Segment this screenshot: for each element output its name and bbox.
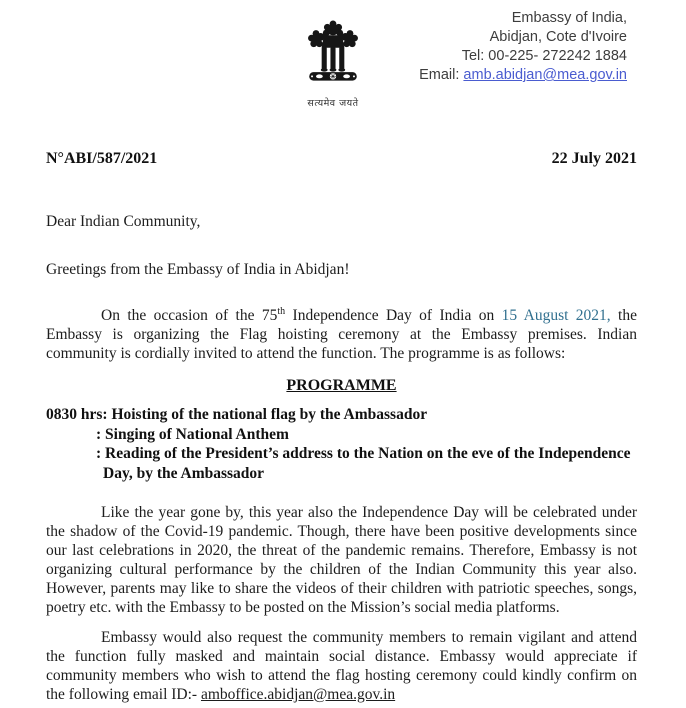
reference-row: [46, 150, 637, 168]
embassy-email-link[interactable]: amb.abidjan@mea.gov.in: [463, 67, 627, 83]
embassy-phone: Tel: 00-225- 272242 1884: [461, 48, 627, 64]
embassy-name: Embassy of India,: [511, 10, 627, 26]
intro-paragraph: [46, 306, 637, 363]
embassy-address: Abidjan, Cote d'Ivoire: [489, 29, 627, 45]
greeting-line: Greetings from the Embassy of India in Abidjan!: [46, 261, 350, 278]
email-label: Email:: [419, 67, 464, 83]
salutation: Dear Indian Community,: [46, 213, 201, 230]
programme-line: Day, by the Ambassador: [103, 464, 265, 482]
letter-header: [0, 0, 686, 150]
closing-text: Embassy would also request the community members to remain vigilant and attend the function fully masked and maintain social distance. Embassy would appreciate if community members who wish to attend the flag hosting ceremony could kindly confirm on the following email ID:-: [46, 629, 637, 703]
intro-text-a: On the occasion of the 75: [101, 307, 278, 324]
programme-heading: PROGRAMME: [286, 377, 397, 394]
confirmation-email-link[interactable]: amboffice.abidjan@mea.gov.in: [200, 686, 396, 703]
letter-date: 22 July 2021: [551, 150, 637, 167]
contact-block: [419, 9, 627, 85]
embassy-email-row: [419, 66, 627, 85]
ordinal-superscript: th: [277, 305, 286, 317]
programme-line: 0830 hrs: Hoisting of the national flag by the Ambassador: [46, 406, 428, 423]
emblem-motto: सत्यमेव जयते: [307, 98, 359, 109]
reference-number: N°ABI/587/2021: [46, 150, 158, 167]
india-state-emblem-icon: [299, 7, 367, 93]
covid-paragraph: Like the year gone by, this year also the Independence Day will be celebrated under the shadow of the Covid-19 pandemic. Though, there have been positive developments since our last celebrations in 2020, the threat of the pandemic remains. Therefore, Embassy is not organizing cultural performance by the children of the Indian Community this year also. However, parents may like to share the videos of their children with patriotic speeches, songs, poetry etc. with the Embassy to be posted on the Mission’s social media platforms.: [46, 504, 637, 616]
intro-text-c: the Embassy is organizing the Flag hoisting ceremony at the Embassy premises. Indian community is cordially invited to attend the function. The programme is as follows:: [46, 307, 637, 362]
closing-paragraph: [46, 628, 637, 704]
date-highlight: 15 August 2021,: [501, 307, 611, 324]
programme-line: : Reading of the President’s address to the Nation on the eve of the Independence: [96, 445, 631, 462]
letter-content: [0, 150, 686, 704]
programme-line: : Singing of National Anthem: [96, 425, 289, 443]
intro-text-b: Independence Day of India on: [285, 307, 502, 324]
emblem-block: [288, 7, 378, 111]
programme-block: [46, 405, 637, 483]
